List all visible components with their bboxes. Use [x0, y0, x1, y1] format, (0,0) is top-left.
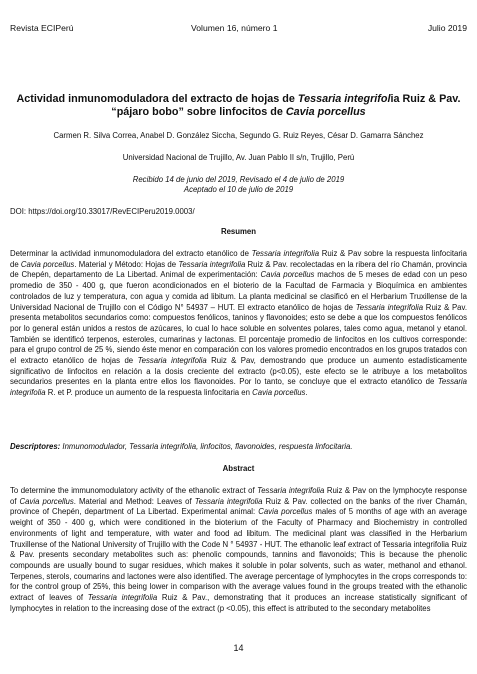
title-part2: ia Ruiz & Pav. “pájaro bobo” sobre linfocitos de	[111, 93, 461, 118]
descriptores-label: Descriptores:	[10, 442, 61, 451]
article-dates	[10, 175, 467, 195]
journal-volume: Volumen 16, número 1	[191, 23, 278, 33]
received-date: Recibido 14 de junio del 2019, Revisado el 4 de julio de 2019	[132, 175, 345, 184]
journal-date: Julio 2019	[427, 23, 467, 33]
descriptores	[10, 442, 467, 453]
journal-name: Revista ECIPerú	[10, 23, 74, 33]
accepted-date: Aceptado el 10 de julio de 2019	[183, 184, 294, 194]
descriptores-text: Inmunomodulador, Tessaria integrifolia, linfocitos, flavonoides, respuesta linfocitaria.	[60, 442, 353, 451]
title-part1: Actividad inmunomoduladora del extracto de hojas de	[16, 93, 298, 105]
page-number: 14	[233, 643, 244, 653]
doi-link[interactable]: DOI: https://doi.org/10.33017/RevECIPeru2019.0003/	[10, 207, 195, 216]
title-organism: Cavia porcellus	[285, 106, 366, 118]
affiliation: Universidad Nacional de Trujillo, Av. Juan Pablo II s/n, Trujillo, Perú	[122, 153, 355, 162]
article-title	[8, 93, 469, 119]
author-list: Carmen R. Silva Correa, Anabel D. González Siccha, Segundo G. Ruiz Reyes, César D. Gamarra Sánchez	[53, 131, 424, 140]
abstract-body: To determine the immunomodulatory activity of the ethanolic extract of Tessaria integrifolia Ruiz & Pav on the lymphocyte response of Cavia porcellus. Material and Method: Leaves of Tessaria integrifolia Ruiz & Pav. collected on the banks of the river Chamán, province of Chepén, department of La Libertad. Experimental animal: Cavia porcellus males of 5 months of age with an average weight of 350 - 400 g, which were conditioned in the bioterium of the Faculty of Pharmacy and Biochemistry in controlled environments of light and temperature, with water and food ad libitum. The medicinal plant was classified in the Herbarium Truxillense of the National University of Trujillo with the Code N ° 54937 - HUT. The ethanolic leaf extract of Tessaria integrifolia Ruiz & Pav. presents secondary metabolites such as: phenolic compounds, tannins and flavonoids; This is because the phenolic compounds are usually bound to sugar residues, which makes it soluble in polar solvents, such as water, methanol and ethanol. Terpenes, sterols, coumarins and lactones were also identified. The average percentage of lymphocytes in the crops corresponds to: for the control group of 25%, this being lower in comparison with the average values found in the groups treated with the ethanolic extract of leaves of Tessaria integrifolia Ruiz & Pav., demonstrating that it produces an increase statistically significant of lymphocytes in relation to the increasing dose of the extract (p <0.05), this effect is attributed to the secondary metabolites	[10, 486, 467, 613]
title-species: Tessaria integrifol	[297, 93, 391, 105]
abstract-heading: Abstract	[222, 464, 255, 473]
resumen-body: Determinar la actividad inmunomoduladora del extracto etanólico de Tessaria integrifolia Ruiz & Pav sobre la respuesta linfocitaria de Cavia porcellus. Material y Método: Hojas de Tessaria integrifolia Ruiz & Pav. recolectadas en la ribera del río Chamán, provincia de Chepén, departamento de La Libertad. Animal de experimentación: Cavia porcellus machos de 5 meses de edad con un peso promedio de 350 - 400 g, que fueron acondicionados en el bioterio de la Facultad de Farmacia y Bioquímica en ambientes controlados de luz y temperatura, con agua y comida ad libitum. La planta medicinal se clasificó en el Herbarium Truxillense de la Universidad Nacional de Trujillo con el Código N° 54937 – HUT. El extracto etanólico de hojas de Tessaria integrifolia Ruiz & Pav. presenta metabolitos secundarios como: compuestos fenólicos, taninos y flavonoides; esto se debe a que los compuestos fenólicos por lo general están unidos a restos de azúcares, lo cual lo hace soluble en solventes polares, tales como agua, metanol y etanol. También se identificó terpenos, esteroles, cumarinas y lactonas. El porcentaje promedio de linfocitos en los cultivos corresponde: para el grupo control de 25 %, siendo éste menor en comparación con los valores promedio encontrados en los grupos tratados con el extracto etanólico de hojas de Tessaria integrifolia Ruiz & Pav, demostrando que produce un aumento estadísticamente significativo de linfocitos en relación a la dosis creciente del extracto (p<0.05), este efecto se le atribuye a los metabolitos secundarios presentes en la planta entre ellos los flavonoides. Por lo tanto, se concluye que el extracto etanólico de Tessaria integrifolia R. et P. produce un aumento de la respuesta linfocitaria en Cavia porcellus.	[10, 249, 468, 398]
resumen-heading: Resumen	[220, 227, 257, 236]
